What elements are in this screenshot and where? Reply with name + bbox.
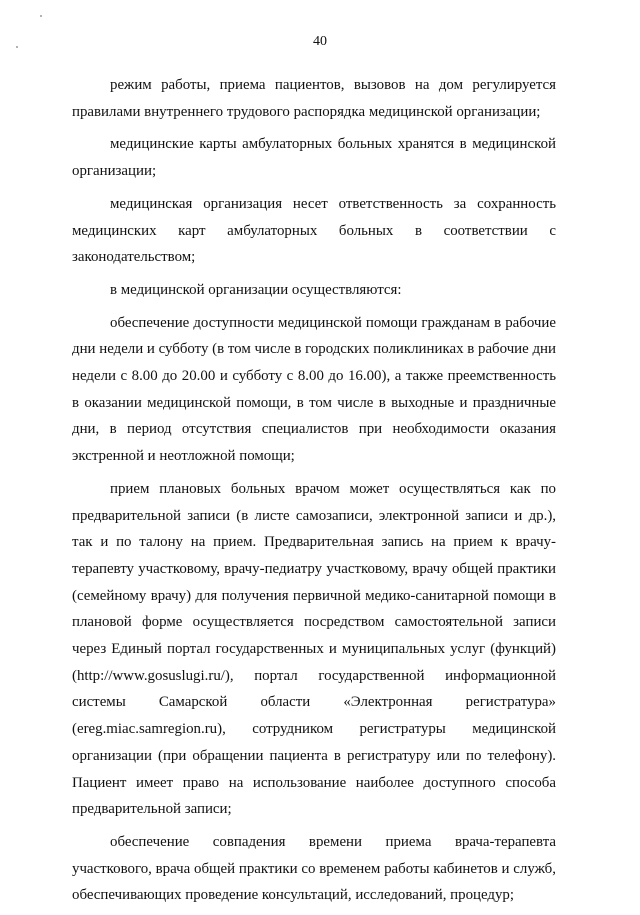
document-body	[72, 72, 556, 915]
paragraph-appointment-booking: прием плановых больных врачом может осуществляться как по предварительной записи (в листе самозаписи, электронной записи и др.), так и по талону на прием. Предварительная запись на прием к врачу-терапевту участковому, врачу-педиатру участковому, врачу общей практики (семейному врачу) для получения первичной медико-санитарной помощи в плановой форме осуществляется посредством самостоятельной записи через Единый портал государственных и муниципальных услуг (функций) (http://www.gosuslugi.ru/), портал государственной информационной системы Самарской области «Электронная регистратура» (ereg.miac.samregion.ru), сотрудником регистратуры медицинской организации (при обращении пациента в регистратуру или по телефону). Пациент имеет право на использование наиболее доступного способа предварительной записи;	[72, 480, 556, 818]
scan-speck	[40, 15, 42, 17]
page-number: 40	[313, 34, 327, 49]
paragraph-services-intro: в медицинской организации осуществляются:	[110, 281, 402, 298]
paragraph-care-availability: обеспечение доступности медицинской помощи гражданам в рабочие дни недели и субботу (в том числе в городских поликлиниках в рабочие дни недели с 8.00 до 20.00 и субботу с 8.00 до 16.00), а также преемственность в оказании медицинской помощи, в том числе в выходные и праздничные дни, в период отсутствия специалистов при необходимости оказания экстренной и неотложной помощи;	[72, 314, 556, 465]
paragraph-work-schedule: режим работы, приема пациентов, вызовов на дом регулируется правилами внутреннего трудового распорядка медицинской организации;	[72, 77, 556, 120]
paragraph-medical-cards-storage: медицинские карты амбулаторных больных хранятся в медицинской организации;	[72, 136, 556, 180]
paragraph-schedule-alignment: обеспечение совпадения времени приема врача-терапевта участкового, врача общей практики со временем работы кабинетов и служб, обеспечивающих проведение консультаций, исследований, процедур;	[72, 833, 556, 904]
paragraph-cards-responsibility: медицинская организация несет ответственность за сохранность медицинских карт амбулаторных больных в соответствии с законодательством;	[72, 195, 556, 266]
